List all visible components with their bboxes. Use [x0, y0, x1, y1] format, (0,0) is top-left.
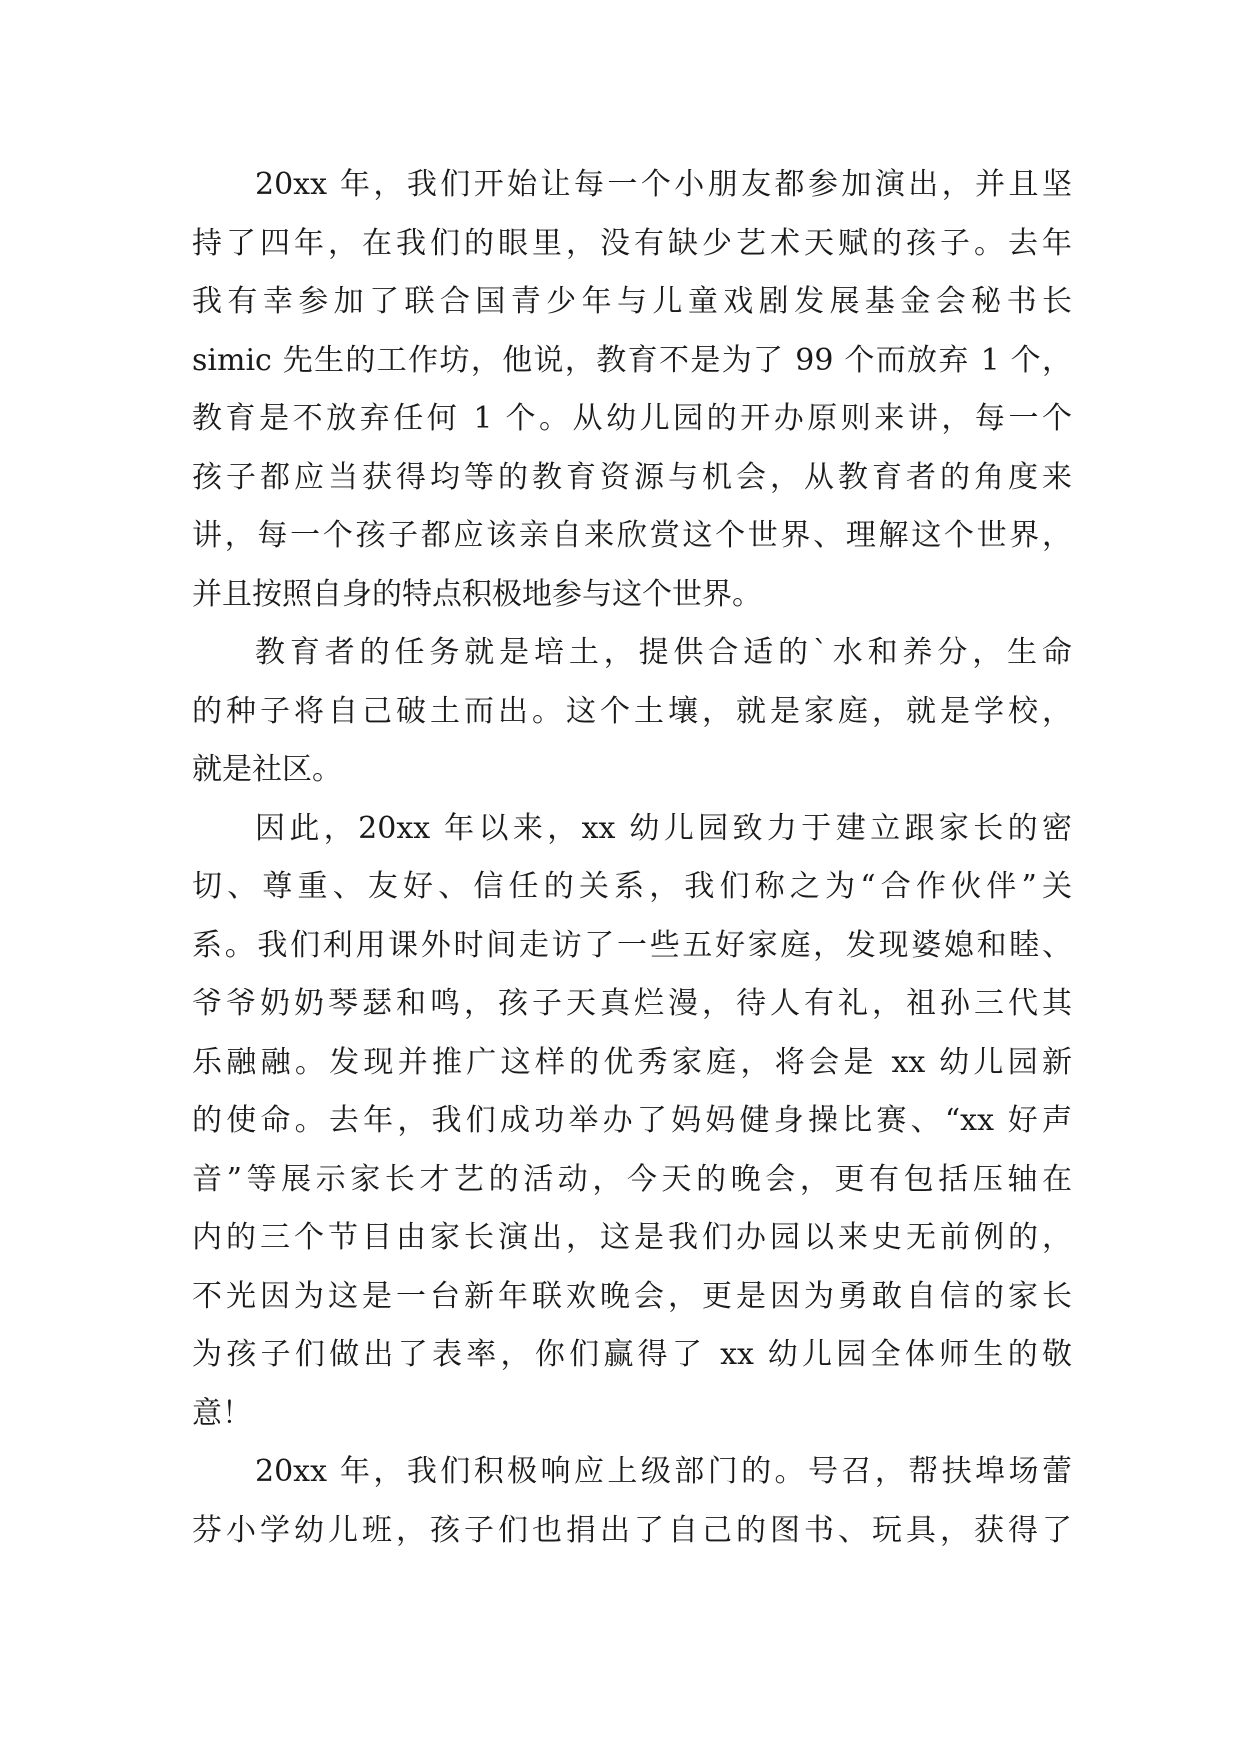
paragraph-1-line-2: 持了四年，在我们的眼里，没有缺少艺术天赋的孩子。去年: [192, 225, 1072, 261]
paragraph-3-line-9: 不光因为这是一台新年联欢晚会，更是因为勇敢自信的家长: [192, 1278, 1072, 1314]
paragraph-3-line-10: 为孩子们做出了表率，你们赢得了 xx 幼儿园全体师生的敬: [192, 1337, 1072, 1372]
paragraph-2-line-2: 的种子将自己破土而出。这个土壤，就是家庭，就是学校，: [192, 693, 1072, 729]
paragraph-2-line-1: 教育者的任务就是培土，提供合适的`水和养分，生命: [255, 635, 1072, 670]
paragraph-3-line-1: 因此，20xx 年以来，xx 幼儿园致力于建立跟家长的密: [255, 810, 1072, 846]
paragraph-1-line-3: 我有幸参加了联合国青少年与儿童戏剧发展基金会秘书长: [192, 284, 1072, 319]
paragraph-2-line-3: 就是社区。: [192, 752, 342, 787]
paragraph-1-line-8: 并且按照自身的特点积极地参与这个世界。: [192, 576, 762, 612]
paragraph-4-line-1: 20xx 年，我们积极响应上级部门的。号召，帮扶埠场蕾: [255, 1454, 1072, 1489]
paragraph-3-line-11: 意！: [192, 1395, 252, 1431]
paragraph-1-line-6: 孩子都应当获得均等的教育资源与机会，从教育者的角度来: [192, 459, 1072, 495]
paragraph-3-line-3: 系。我们利用课外时间走访了一些五好家庭，发现婆媳和睦、: [192, 927, 1072, 963]
paragraph-3-line-4: 爷爷奶奶琴瑟和鸣，孩子天真烂漫，待人有礼，祖孙三代其: [192, 986, 1072, 1021]
document-body: [192, 156, 1072, 1560]
paragraph-1-line-5: 教育是不放弃任何 1 个。从幼儿园的开办原则来讲，每一个: [192, 401, 1072, 436]
paragraph-3-line-2: 切、尊重、友好、信任的关系，我们称之为“合作伙伴”关: [192, 869, 1072, 904]
paragraph-1-line-4: simic 先生的工作坊，他说，教育不是为了 99 个而放弃 1 个，: [192, 342, 1072, 378]
paragraph-3-line-8: 内的三个节目由家长演出，这是我们办园以来史无前例的，: [192, 1220, 1072, 1255]
paragraph-1-line-1: 20xx 年，我们开始让每一个小朋友都参加演出，并且坚: [255, 167, 1072, 202]
paragraph-3-line-7: 音”等展示家长才艺的活动，今天的晚会，更有包括压轴在: [192, 1161, 1072, 1197]
paragraph-3-line-6: 的使命。去年，我们成功举办了妈妈健身操比赛、“xx 好声: [192, 1103, 1072, 1138]
paragraph-3-line-5: 乐融融。发现并推广这样的优秀家庭，将会是 xx 幼儿园新: [192, 1044, 1072, 1080]
paragraph-4-line-2: 芬小学幼儿班，孩子们也捐出了自己的图书、玩具，获得了: [192, 1512, 1072, 1548]
paragraph-1-line-7: 讲，每一个孩子都应该亲自来欣赏这个世界、理解这个世界，: [192, 518, 1072, 553]
